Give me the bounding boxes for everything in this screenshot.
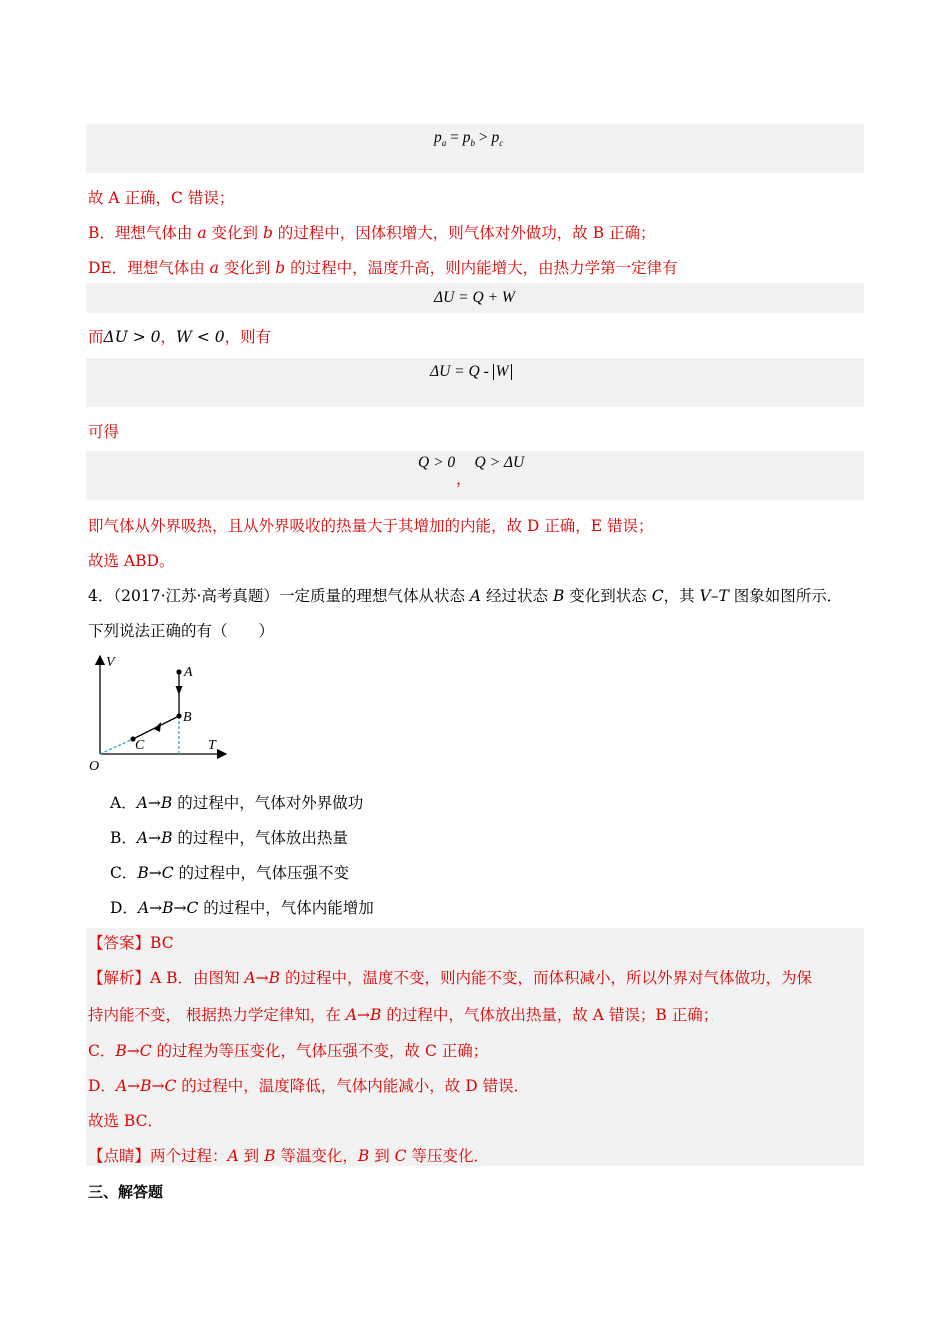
section-heading: 三、解答题	[88, 1183, 164, 1201]
question-4-stem: 4．（2017·江苏·高考真题）一定质量的理想气体从状态 A 经过状态 B 变化到状态 C，其 V–T 图象如图所示．	[88, 587, 843, 605]
point-a	[176, 669, 181, 674]
analysis-line-5: 故选 BC．	[88, 1112, 163, 1130]
equation-result-comma: ，	[456, 471, 472, 488]
label-v: V	[106, 655, 115, 670]
analysis-line-1: 【解析】A B．由图知 A→B 的过程中，温度不变，则内能不变，而体积减小，所以外界对气体做功，为保	[88, 969, 812, 987]
label-o: O	[89, 759, 100, 774]
label-t: T	[208, 738, 216, 753]
text-line-3: DE．理想气体由 a 变化到 b 的过程中，温度升高，则内能增大，由热力学第一定律有	[88, 259, 678, 277]
analysis-line-4: D．A→B→C 的过程中，温度降低，气体内能减小，故 D 错误．	[88, 1077, 530, 1095]
equation-pressure: $p_a = p_b > p_c$	[434, 129, 504, 148]
text-line-2: B．理想气体由 a 变化到 b 的过程中，因体积增大，则气体对外做功，故 B 正确；	[88, 224, 656, 242]
analysis-line-2: 持内能不变， 根据热力学定律知，在 A→B 的过程中，气体放出热量，故 A 错误；B 正确；	[88, 1006, 719, 1024]
option-b[interactable]: B．A→B 的过程中，气体放出热量	[110, 829, 348, 847]
option-d[interactable]: D．A→B→C 的过程中，气体内能增加	[110, 899, 374, 917]
text-line-5: 可得	[88, 423, 120, 441]
equation-first-law-abs: ΔU = Q - W	[430, 362, 512, 382]
label-c: C	[135, 738, 145, 753]
answer-line: 【答案】BC	[88, 934, 174, 952]
text-line-1: 故 A 正确，C 错误；	[88, 189, 235, 207]
text-line-6: 即气体从外界吸热，且从外界吸收的热量大于其增加的内能，故 D 正确，E 错误；	[88, 517, 654, 535]
tip-line: 【点睛】两个过程：A 到 B 等温变化，B 到 C 等压变化．	[88, 1147, 489, 1165]
dashed-oc	[100, 739, 133, 754]
vt-graph	[84, 650, 234, 775]
arrow-bc	[154, 722, 161, 732]
question-4-prompt: 下列说法正确的有（ ）	[88, 622, 275, 640]
text-line-7: 故选 ABD。	[88, 552, 175, 570]
analysis-line-3: C．B→C 的过程为等压变化，气体压强不变，故 C 正确；	[88, 1042, 489, 1060]
arrow-ab	[176, 686, 183, 695]
equation-first-law: ΔU = Q + W	[434, 289, 515, 306]
point-b	[176, 713, 181, 718]
option-c[interactable]: C．B→C 的过程中，气体压强不变	[110, 864, 350, 882]
equation-result: Q > 0 Q > ΔU	[418, 454, 525, 471]
label-b: B	[183, 710, 192, 725]
option-a[interactable]: A．A→B 的过程中，气体对外界做功	[110, 794, 364, 812]
text-line-4: 而ΔU > 0，W < 0，则有	[88, 328, 272, 346]
label-a: A	[184, 665, 193, 680]
